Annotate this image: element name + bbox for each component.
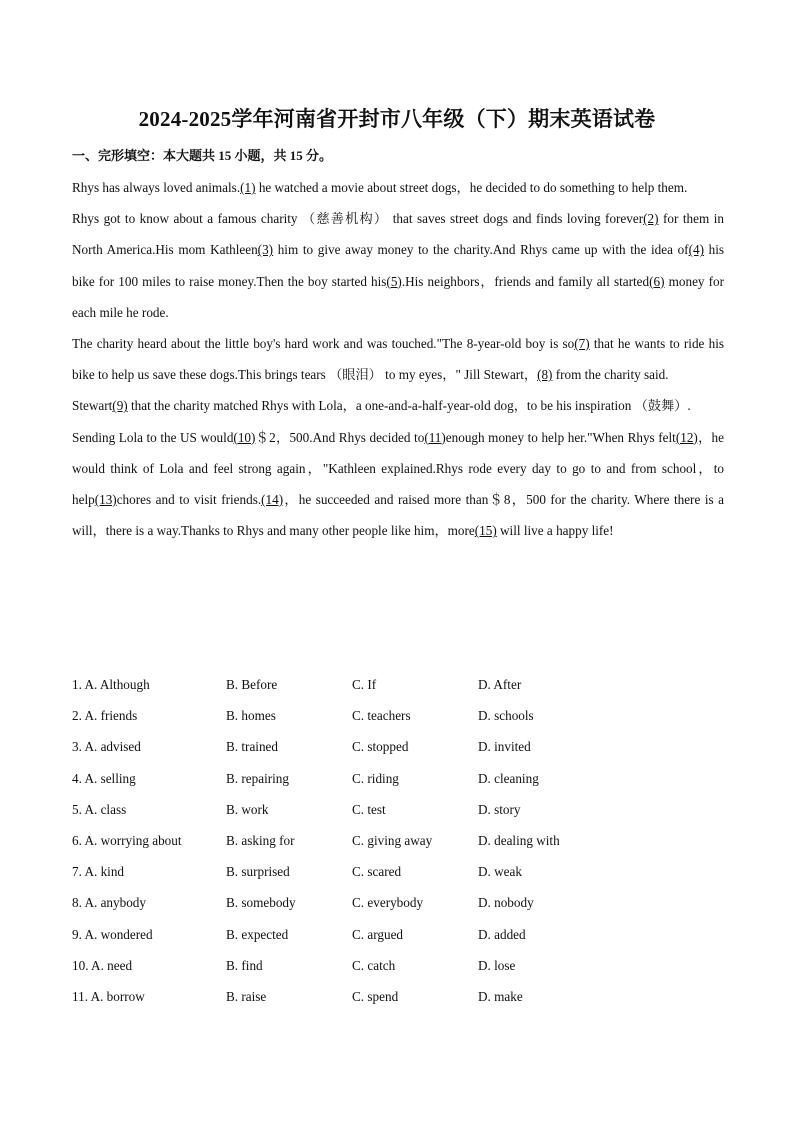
blank-number: (13) (94, 492, 117, 508)
passage-text: enough money to help her."When Rhys felt (445, 429, 676, 445)
option-choice: D. weak (478, 864, 522, 880)
option-choice: C. riding (352, 770, 399, 786)
option-choice: C. scared (352, 864, 402, 880)
option-choice: D. nobody (478, 895, 534, 911)
passage-text: he watched a movie about street dogs，he decided to do something to help them. (255, 180, 688, 195)
option-choice: 5. A. class (72, 801, 127, 817)
option-choice: C. stopped (352, 739, 409, 755)
option-choice: D. dealing with (478, 832, 560, 848)
option-choice: B. asking for (226, 832, 295, 848)
option-choice: 9. A. wondered (72, 926, 153, 942)
option-choice: C. If (352, 677, 377, 692)
passage-text: Stewart (72, 398, 113, 414)
blank-number: (8) (537, 367, 553, 383)
option-choice: C. argued (352, 926, 404, 942)
passage-text: that he wants to ride his bike to help us save these dogs.This brings tears （眼泪） to my eyes，" Jill Stewart， (72, 336, 724, 383)
option-choice: 4. A. selling (72, 770, 136, 786)
blank-number: (12) (675, 429, 698, 445)
option-choice: D. make (478, 988, 523, 1004)
passage-text: ，he succeeded and raised more than＄8，500 for the charity. Where there is a will，there is a way.Thanks to Rhys and many other people like him，more (72, 492, 724, 539)
option-choice: D. story (478, 801, 521, 817)
blank-number: (3) (257, 242, 274, 258)
blank-number: (7) (574, 336, 590, 352)
option-choice: C. catch (352, 957, 396, 973)
blank-number: (10) (233, 429, 256, 445)
option-choice: C. spend (352, 988, 399, 1004)
section-heading: 一、完形填空：本大题共 15 小题，共 15 分。 (72, 148, 333, 163)
blank-number: (1) (240, 180, 256, 195)
passage-text: him to give away money to the charity.And Rhys came up with the idea of (273, 242, 689, 258)
question-options-row (72, 734, 724, 765)
option-choice: B. find (226, 957, 263, 973)
question-options-row (72, 703, 724, 734)
option-choice: C. teachers (352, 708, 411, 724)
option-choice: C. test (352, 801, 386, 817)
question-options-row (72, 797, 724, 828)
passage-text: from the charity said. (552, 367, 669, 383)
passage-text: .His neighbors，friends and family all started (401, 273, 650, 289)
passage-text: money for each mile he rode. (72, 273, 724, 320)
option-choice: B. surprised (226, 864, 290, 880)
passage-text: Rhys got to know about a famous charity （慈善机构） that saves street dogs and finds loving forever (72, 211, 644, 227)
question-options-row (72, 672, 724, 703)
passage-paragraph (72, 422, 724, 547)
option-choice: D. schools (478, 708, 534, 724)
passage-text: will live a happy life! (496, 523, 614, 539)
exam-title: 2024-2025学年河南省开封市八年级（下）期末英语试卷 (138, 107, 656, 131)
cloze-passage (72, 172, 724, 546)
option-choice: D. added (478, 926, 526, 942)
blank-number: (15) (474, 523, 497, 539)
option-choice: D. lose (478, 957, 516, 973)
option-choice: B. repairing (226, 770, 289, 786)
passage-text: Rhys has always loved animals. (72, 180, 241, 195)
option-choice: 6. A. worrying about (72, 832, 182, 848)
option-choice: 10. A. need (72, 957, 133, 973)
blank-number: (2) (643, 211, 659, 227)
option-choice: B. somebody (226, 895, 296, 911)
option-choice: D. After (478, 677, 522, 692)
answer-options (72, 672, 724, 1015)
option-choice: 1. A. Although (72, 677, 150, 692)
option-choice: 7. A. kind (72, 864, 125, 880)
option-choice: B. homes (226, 708, 276, 724)
passage-text: Sending Lola to the US would (72, 429, 234, 445)
blank-number: (11) (424, 429, 446, 445)
question-options-row (72, 859, 724, 890)
passage-paragraph (72, 203, 724, 328)
blank-number: (4) (688, 242, 704, 258)
option-choice: B. trained (226, 739, 279, 755)
blank-number: (5) (386, 273, 402, 289)
passage-text: The charity heard about the little boy's hard work and was touched."The 8-year-old boy is so (72, 336, 575, 352)
option-choice: D. invited (478, 739, 531, 755)
passage-text: ＄2，500.And Rhys decided to (255, 429, 425, 445)
passage-text: chores and to visit friends. (116, 492, 262, 508)
blank-number: (6) (649, 273, 665, 289)
option-choice: 8. A. anybody (72, 895, 146, 911)
option-choice: 3. A. advised (72, 739, 141, 755)
question-options-row (72, 984, 724, 1015)
option-choice: B. Before (226, 677, 278, 692)
passage-paragraph (72, 172, 724, 203)
passage-text: that the charity matched Rhys with Lola，a one-and-a-half-year-old dog，to be his inspiration （鼓舞）. (127, 398, 691, 414)
question-options-row (72, 766, 724, 797)
question-options-row (72, 922, 724, 953)
question-options-row (72, 953, 724, 984)
option-choice: D. cleaning (478, 770, 539, 786)
passage-paragraph (72, 390, 724, 421)
option-choice: B. work (226, 801, 269, 817)
blank-number: (14) (261, 492, 284, 508)
option-choice: C. everybody (352, 895, 424, 911)
blank-number: (9) (112, 398, 128, 414)
passage-text: his bike for 100 miles to raise money.Then the boy started his (72, 242, 724, 289)
option-choice: 11. A. borrow (72, 988, 145, 1004)
option-choice: B. raise (226, 988, 267, 1004)
passage-text: ，he would think of Lola and feel strong again，"Kathleen explained.Rhys rode every day to go to and from school，to help (72, 429, 724, 508)
option-choice: 2. A. friends (72, 708, 138, 724)
option-choice: C. giving away (352, 832, 433, 848)
option-choice: B. expected (226, 926, 289, 942)
passage-text: for them in North America.His mom Kathleen (72, 211, 724, 258)
passage-paragraph (72, 328, 724, 390)
question-options-row (72, 890, 724, 921)
question-options-row (72, 828, 724, 859)
